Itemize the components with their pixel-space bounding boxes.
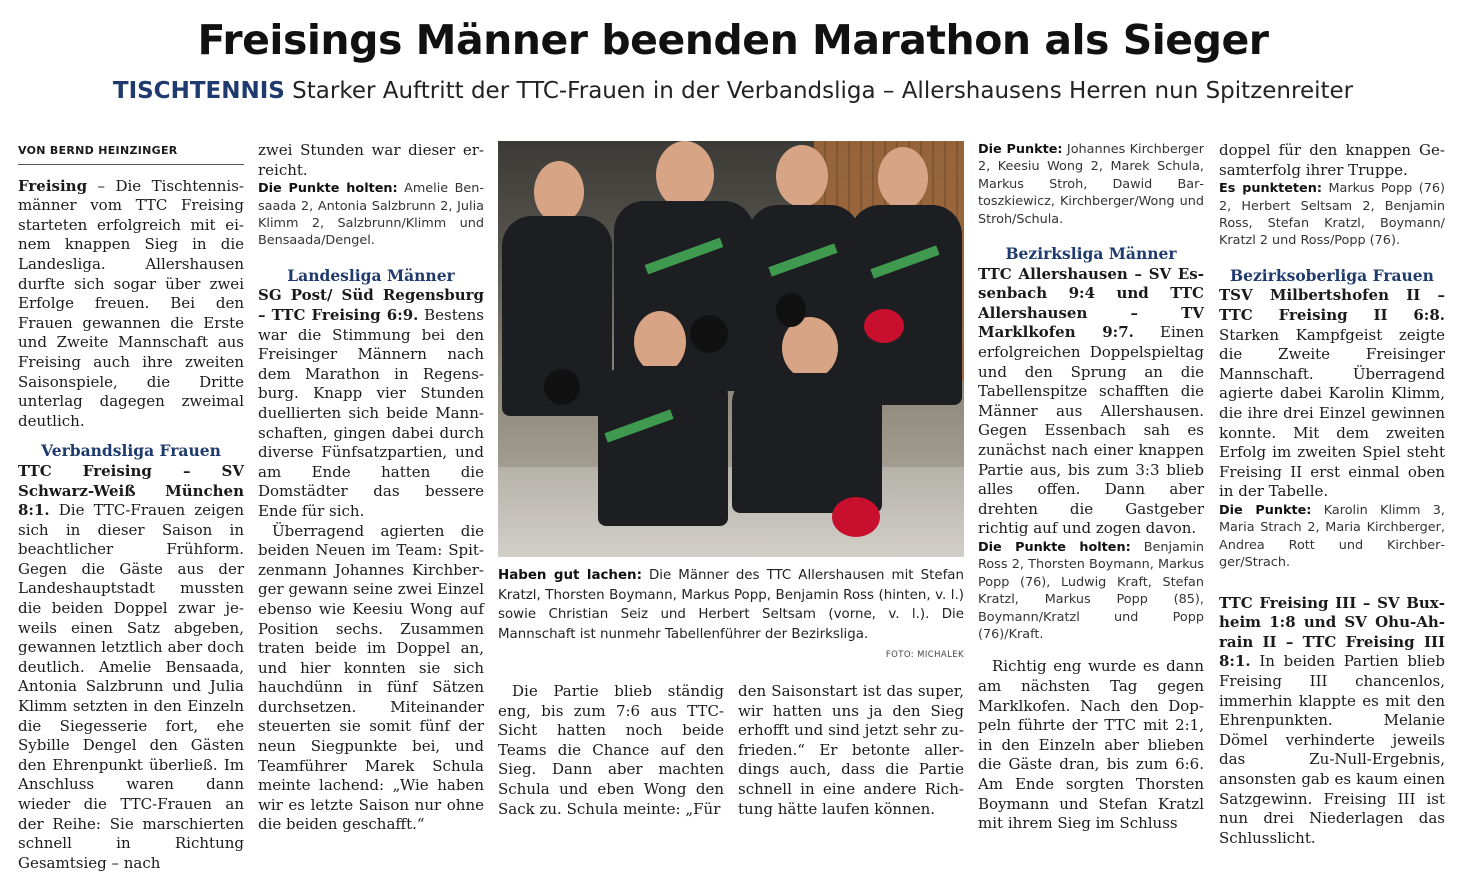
paragraph: doppel für den knappen Gesamterfolg ihrer Truppe.	[1219, 141, 1445, 179]
points-list	[1219, 502, 1445, 572]
paragraph: den Saisonstart ist das super, wir hatten uns ja den Sieg erhofft und sind jetzt sehr zufrieden.“ Er betonte allerdings auch, dass die Partie schnell in eine andere Richtung hätte laufen können.	[738, 682, 964, 818]
paddle	[776, 293, 806, 327]
points-list	[978, 539, 1204, 643]
match-result: TTC Allershausen – SV Essenbach 9:4 und TTC Allershausen – TV Marklkofen 9:7.	[978, 264, 1204, 342]
paragraph: zwei Stunden war dieser erreicht.	[258, 141, 484, 179]
paragraph	[1219, 286, 1445, 502]
paragraph	[978, 265, 1204, 539]
article-column-3	[498, 682, 724, 819]
points-text: Markus Popp (76) 2, Herbert Seltsam 2, Benjamin Ross, Stefan Kratzl, Boymann/ Kratzl 2 und Ross/Popp (76).	[1219, 181, 1446, 249]
dateline: Freising	[18, 176, 88, 195]
paragraph-text: Einen erfolgreichen Doppelspieltag und den Sprung an die Tabellenspitze schafften die Männer aus Allershausen. Gegen Essenbach sah es zunächst nach einer knappen Partie aus, bis zum 3:3 blieb alles offen. Dann aber drehten die Gastgeber richtig auf und zogen davon.	[978, 323, 1204, 538]
points-text: Karolin Klimm 3, Maria Strach 2, Maria Kirchberger, Andrea Rott und Kirchberger/Strach.	[1219, 502, 1445, 571]
points-text: Benjamin Ross 2, Thorsten Boymann, Markus Popp (76), Ludwig Kraft, Stefan Kratzl, Markus Popp (85), Boymann/Kratzl und Popp (76)/Kraft.	[978, 539, 1204, 642]
caption-text: Die Männer des TTC Allershausen mit Stefan Kratzl, Thorsten Boymann, Markus Popp, Benjamin Ross (hinten, v. l.) sowie Christian Seiz und Herbert Seltsam (vorne, v. l.). Die Mannschaft ist nunmehr Tabellenführer der Bezirksliga.	[498, 568, 964, 642]
paragraph: Richtig eng wurde es dann am nächsten Tag gegen Marklkofen. Nach den Doppeln führte der TTC mit 2:1, in den Einzeln aber blieben die Gäste dran, bis zum 6:6. Am Ende sorgten Thorsten Boymann und Stefan Kratzl mit ihrem Sieg im Schluss	[978, 657, 1204, 833]
match-result: TTC Freising – SV Schwarz-Weiß München 8:1.	[18, 461, 244, 520]
section-heading-landesliga-maenner: Landesliga Männer	[287, 265, 455, 285]
article-column-1	[18, 141, 244, 873]
lead-text: – Die Tischtennismänner vom TTC Freising starteten erfolgreich mit einem knappen Sieg in die Landesliga. Allershausen durfte sich sogar über zwei Erfolge freuen. Bei den Frauen gewannen die Erste und Zweite Mannschaft aus Freising auch ihre zweiten Saisonspiele, die Dritte unterlag dagegen zweimal deutlich.	[18, 176, 244, 430]
points-list	[258, 180, 484, 250]
headline: Freisings Männer beenden Marathon als Sieger	[197, 16, 1269, 64]
paddle	[690, 315, 728, 353]
team-photo	[498, 141, 964, 557]
paragraph: Die Partie blieb ständig eng, bis zum 7:6 aus TTC-Sicht hatten noch beide Teams die Chance auf den Sieg. Dann aber machten Schula und eben Wong den Sack zu. Schula meinte: „Für	[498, 682, 724, 818]
points-list	[1219, 180, 1445, 250]
section-heading-bezirksliga-maenner: Bezirksliga Männer	[1005, 244, 1177, 264]
caption-label: Haben gut lachen:	[498, 568, 642, 583]
paragraph	[18, 462, 244, 873]
paddle	[544, 369, 580, 405]
points-label: Die Punkte holten:	[978, 539, 1131, 555]
section-heading-bezirksoberliga-frauen: Bezirksoberliga Frauen	[1230, 265, 1434, 285]
paragraph-text: Starken Kampfgeist zeigte die Zweite Freisinger Mannschaft. Überragend agierte dabei Karolin Klimm, die ihre drei Einzel gewinnen konnte. Mit dem zweiten Erfolg im zweiten Spiel steht Freising II erst einmal oben in der Tabelle.	[1219, 325, 1445, 501]
paragraph: Überragend agierten die beiden Neuen im Team: Spitzenmann Johannes Kirchberger gewann seine zwei Einzel ebenso wie Keesiu Wong auf Position sechs. Zusammen traten beide im Doppel an, und hier konnten sie sich hauchdünn in fünf Sätzen durchsetzen. Miteinander steuerten sie somit fünf der neun Siegpunkte bei, und Teamführer Marek Schula meinte lachend: „Wie haben wir es letzte Saison nur ohne die beiden geschafft.“	[258, 521, 484, 834]
points-text: Amelie Bensaada 2, Antonia Salzbrunn 2, Julia Klimm 2, Salzbrunn/Klimm und Bensaada/Dengel.	[258, 181, 484, 249]
match-result: TTC Freising III – SV Buxheim 1:8 und SV Ohu-Ahrain II – TTC Freising III 8:1.	[1219, 593, 1445, 671]
section-kicker: TISCHTENNIS	[112, 78, 285, 104]
match-result: SG Post/ Süd Regensburg – TTC Freising 6:9.	[258, 286, 484, 324]
points-list	[978, 141, 1204, 228]
paragraph	[1219, 594, 1445, 849]
photo-caption	[498, 566, 964, 644]
byline: VON BERND HEINZINGER	[18, 141, 244, 165]
article-column-2	[258, 141, 484, 835]
points-label: Die Punkte:	[978, 142, 1063, 157]
article-column-5	[978, 141, 1204, 834]
section-heading-verbandsliga-frauen: Verbandsliga Frauen	[41, 441, 221, 461]
paragraph-text: In beiden Partien blieb Freising III chancenlos, immerhin klappte es mit den Ehrenpunkten. Melanie Dömel verhinderte jeweils das Zu-Null-Ergebnis, ansonsten gab es kaum einen Satzgewinn. Freising III ist nun drei Niederlagen das Schlusslicht.	[1219, 652, 1445, 847]
paragraph	[258, 286, 484, 521]
article-column-4	[738, 682, 964, 819]
lead-paragraph	[18, 177, 244, 432]
paddle	[832, 497, 880, 537]
points-text: Johannes Kirchberger 2, Keesiu Wong 2, Marek Schula, Markus Stroh, Dawid Bartoszkiewicz, Kirchberger/Wong und Stroh/Schula.	[978, 142, 1204, 227]
article-column-6	[1219, 141, 1445, 848]
points-label: Die Punkte:	[1219, 502, 1312, 518]
paddle	[864, 309, 904, 343]
photo-credit: FOTO: MICHALEK	[885, 650, 964, 660]
paragraph-text: Bestens war die Stimmung bei den Freisinger Männern nach dem Marathon in Regensburg. Knapp vier Stunden duellierten sich beide Mannschaften, gingen dabei durch diverse Fünfsatzpartien, und am Ende hatten die Domstädter das bessere Ende für sich.	[258, 306, 484, 520]
points-label: Die Punkte holten:	[258, 181, 398, 197]
points-label: Es punkteten:	[1219, 181, 1322, 197]
subheadline	[0, 78, 1466, 104]
subheadline-text: Starker Auftritt der TTC-Frauen in der Verbandsliga – Allershausens Herren nun Spitzenreiter	[292, 78, 1354, 104]
paragraph-text: Die TTC-Frauen zeigen sich in dieser Saison in beachtlicher Frühform. Gegen die Gäste aus der Landeshauptstadt mussten die beiden Doppel zwar jeweils einen Satz abgeben, gewannen letztlich aber doch deutlich. Amelie Bensaada, Antonia Salzbrunn und Julia Klimm setzten in den Einzeln die Siegesserie fort, ehe Sybille Dengel den Gästen den Ehrenpunkt überließ. Im Anschluss waren dann wieder die TTC-Frauen an der Reihe: Sie marschierten schnell in Richtung Gesamtsieg – nach	[18, 501, 244, 872]
match-result: TSV Milbertshofen II – TTC Freising II 6:8.	[1219, 286, 1445, 324]
